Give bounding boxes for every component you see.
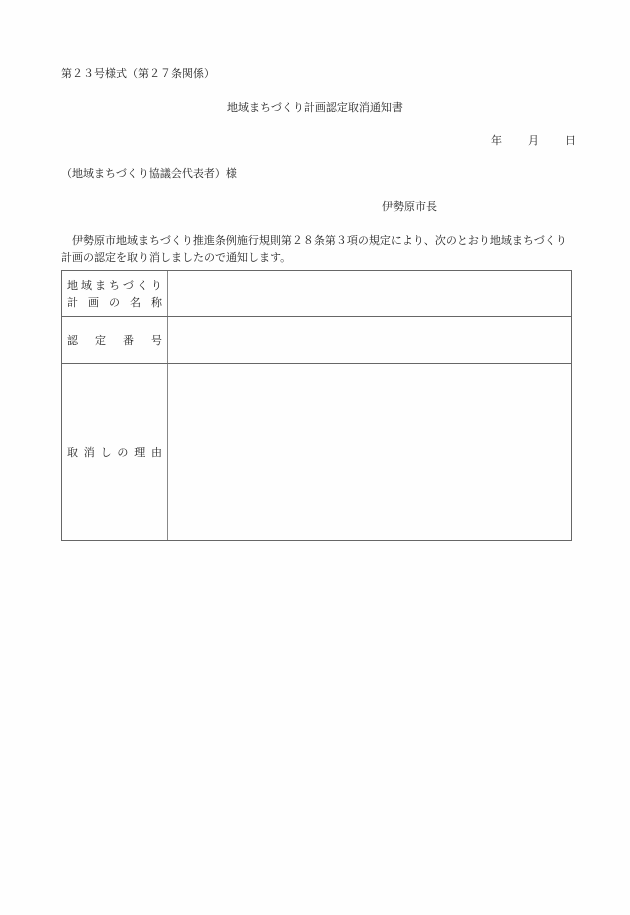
char: 計	[67, 295, 78, 309]
char: の	[117, 445, 129, 459]
label-cell	[62, 364, 168, 540]
plan-name-label-line2	[67, 294, 162, 311]
day-label: 日	[565, 134, 576, 147]
char: 号	[151, 333, 162, 347]
year-label: 年	[491, 134, 502, 147]
char: 由	[150, 445, 162, 459]
char: の	[109, 295, 120, 309]
addressee: （地域まちづくり協議会代表者）様	[61, 167, 237, 180]
table-row-plan-name	[62, 271, 571, 317]
char: し	[100, 445, 112, 459]
label-cell	[62, 317, 168, 363]
char: 取	[67, 445, 78, 459]
form-number: 第２３号様式（第２７条関係）	[61, 67, 215, 80]
char: 名	[130, 295, 141, 309]
char: 理	[134, 445, 146, 459]
char: 定	[95, 333, 106, 347]
char: 称	[151, 295, 162, 309]
issuer: 伊勢原市長	[382, 200, 437, 213]
cert-number-value[interactable]	[168, 317, 571, 363]
label-cell	[62, 271, 168, 316]
month-label: 月	[528, 134, 539, 147]
body-text: 伊勢原市地域まちづくり推進条例施行規則第２８条第３項の規定により、次のとおり地域まちづくり計画の認定を取り消しましたので通知します。	[61, 234, 567, 264]
char: 画	[88, 295, 99, 309]
document-title: 地域まちづくり計画認定取消通知書	[227, 101, 403, 114]
char: 番	[123, 333, 134, 347]
table-row-cert-number	[62, 317, 571, 364]
table-row-reason	[62, 364, 571, 540]
plan-name-value[interactable]	[168, 271, 571, 316]
form-table	[61, 270, 572, 541]
char: 消	[83, 445, 95, 459]
cert-number-label	[67, 332, 162, 349]
plan-name-label-line1: 地域まちづくり	[67, 278, 165, 292]
char: 認	[67, 333, 78, 347]
reason-value[interactable]	[168, 364, 571, 540]
reason-label	[67, 444, 162, 461]
date-line	[491, 134, 576, 148]
